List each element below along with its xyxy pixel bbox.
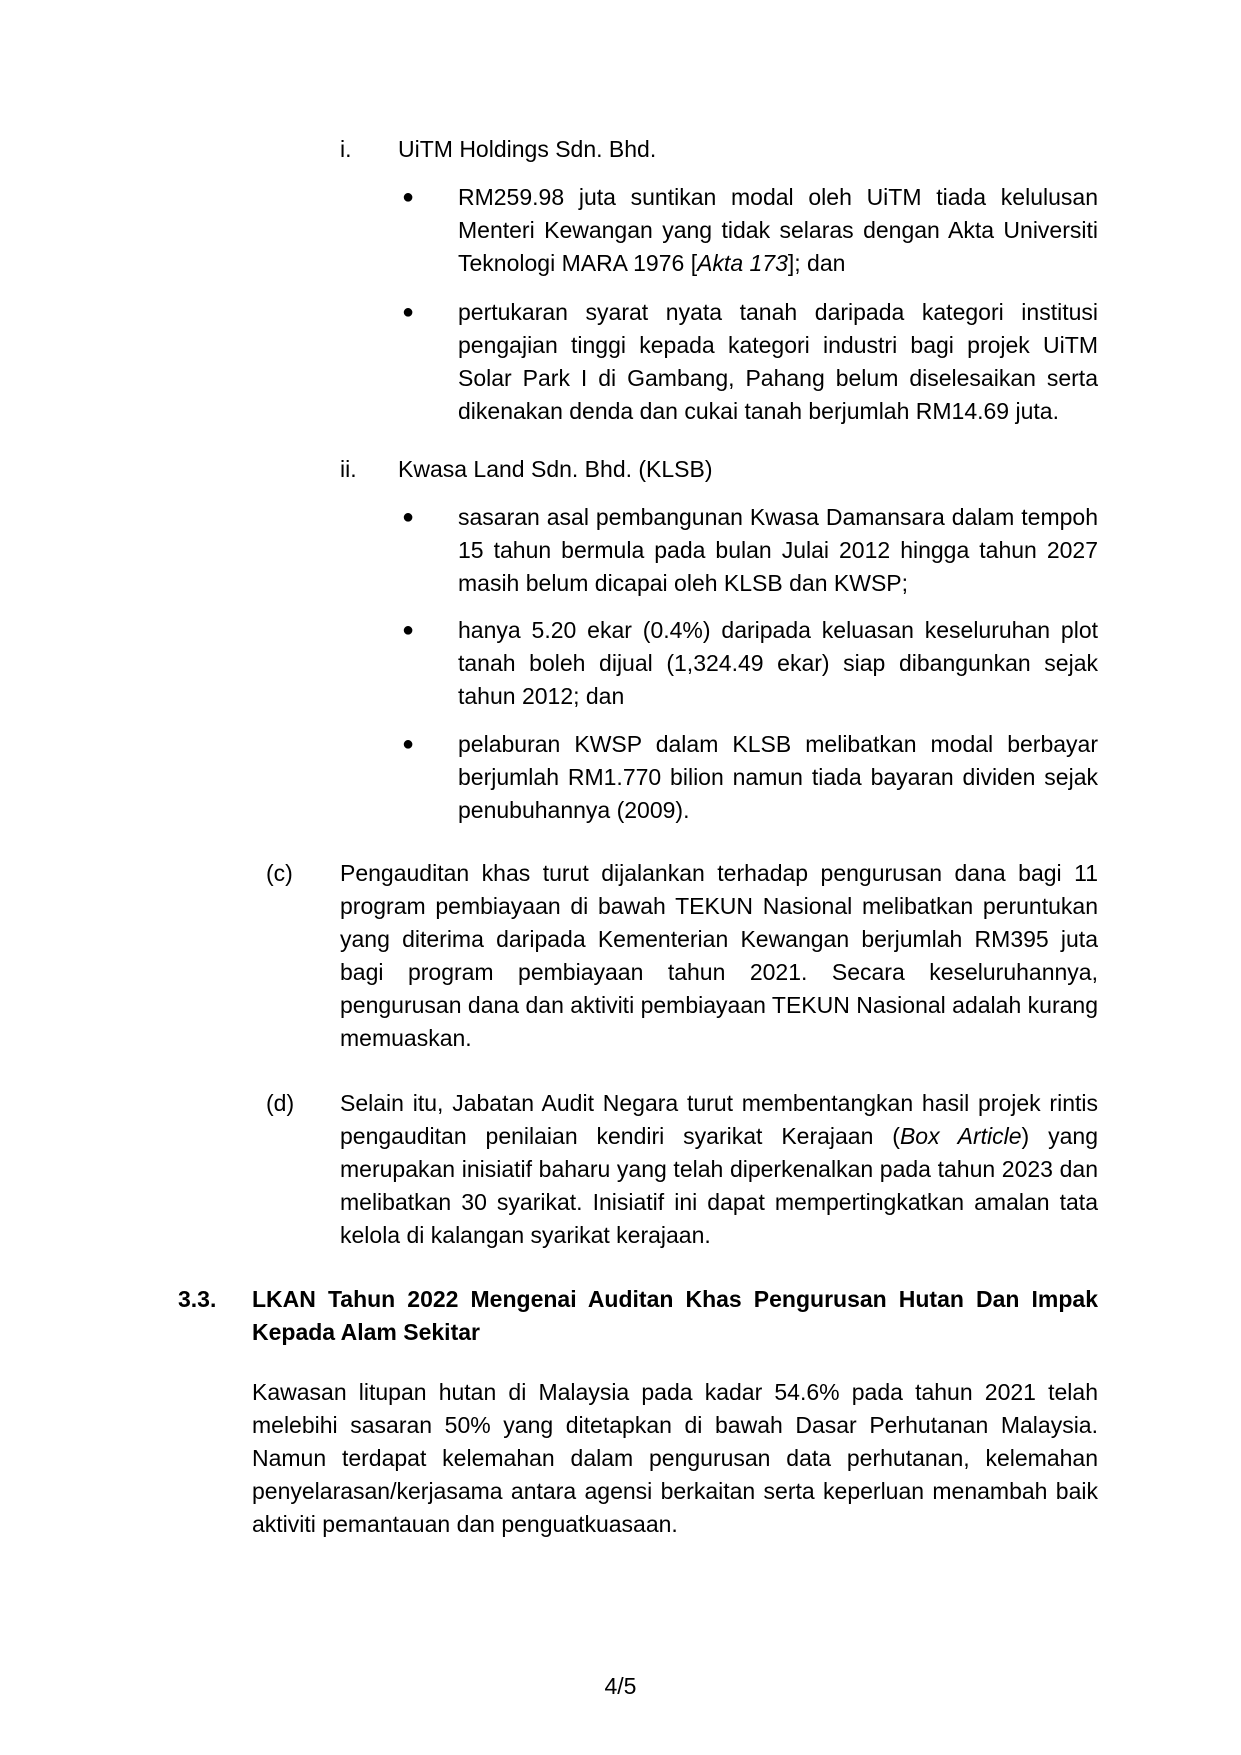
item-d-text — [340, 1087, 1098, 1252]
item-ii-numeral: ii. — [340, 456, 357, 482]
bullet-icon: ● — [402, 733, 415, 755]
item-ii-bullet-2: hanya 5.20 ekar (0.4%) daripada keluasan keseluruhan plot tanah boleh dijual (1,324.49 ekar) siap dibangunkan sejak tahun 2012; dan — [458, 617, 1098, 709]
item-i-bullet-1-text: RM259.98 juta suntikan modal oleh UiTM tiada kelulusan Menteri Kewangan yang tidak selaras dengan Akta Universiti Teknologi MARA 1976 [ — [458, 184, 1098, 276]
section-number: 3.3. — [178, 1286, 217, 1312]
bullet-icon: ● — [402, 186, 415, 208]
box-article-term: Box Article — [899, 1123, 1022, 1149]
item-i-bullet-1 — [458, 181, 1098, 280]
item-i-title: UiTM Holdings Sdn. Bhd. — [398, 136, 657, 162]
act-reference: Akta 173 — [697, 250, 788, 276]
item-c-text: Pengauditan khas turut dijalankan terhadap pengurusan dana bagi 11 program pembiayaan di bawah TEKUN Nasional melibatkan peruntukan yang diterima daripada Kementerian Kewangan berjumlah RM395 juta bagi program pembiayaan tahun 2021. Secara keseluruhannya, pengurusan dana dan aktiviti pembiayaan TEKUN Nasional adalah kurang memuaskan. — [340, 860, 1098, 1051]
item-i-bullet-1-end: ]; dan — [787, 250, 846, 276]
bullet-icon: ● — [402, 301, 415, 323]
section-body: Kawasan litupan hutan di Malaysia pada kadar 54.6% pada tahun 2021 telah melebihi sasaran 50% yang ditetapkan di bawah Dasar Perhutanan Malaysia. Namun terdapat kelemahan dalam pengurusan data perhutanan, kelemahan penyelarasan/kerjasama antara agensi berkaitan serta keperluan menambah baik aktiviti pemantauan dan penguatkuasaan. — [252, 1379, 1098, 1537]
item-c-label: (c) — [266, 860, 293, 886]
section-heading: LKAN Tahun 2022 Mengenai Auditan Khas Pengurusan Hutan Dan Impak Kepada Alam Sekitar — [252, 1286, 1098, 1345]
item-d-text-end: ) yang merupakan inisiatif baharu yang telah diperkenalkan pada tahun 2023 dan melibatkan 30 syarikat. Inisiatif ini dapat mempertingkatkan amalan tata kelola di kalangan syarikat kerajaan. — [340, 1123, 1098, 1248]
page-number: 4/5 — [604, 1673, 637, 1699]
item-ii-bullet-1: sasaran asal pembangunan Kwasa Damansara dalam tempoh 15 tahun bermula pada bulan Julai 2012 hingga tahun 2027 masih belum dicapai oleh KLSB dan KWSP; — [458, 504, 1098, 596]
bullet-icon: ● — [402, 506, 415, 528]
item-ii-bullet-3: pelaburan KWSP dalam KLSB melibatkan modal berbayar berjumlah RM1.770 bilion namun tiada bayaran dividen sejak penubuhannya (2009). — [458, 731, 1098, 823]
item-i-numeral: i. — [340, 136, 352, 162]
item-ii-title: Kwasa Land Sdn. Bhd. (KLSB) — [398, 456, 713, 482]
item-d-label: (d) — [266, 1090, 295, 1116]
item-i-bullet-2: pertukaran syarat nyata tanah daripada kategori institusi pengajian tinggi kepada kategori industri bagi projek UiTM Solar Park I di Gambang, Pahang belum diselesaikan serta dikenakan denda dan cukai tanah berjumlah RM14.69 juta. — [458, 299, 1098, 424]
bullet-icon: ● — [402, 619, 415, 641]
item-d-text-start: Selain itu, Jabatan Audit Negara turut membentangkan hasil projek rintis pengauditan penilaian kendiri syarikat Kerajaan ( — [340, 1090, 1098, 1149]
